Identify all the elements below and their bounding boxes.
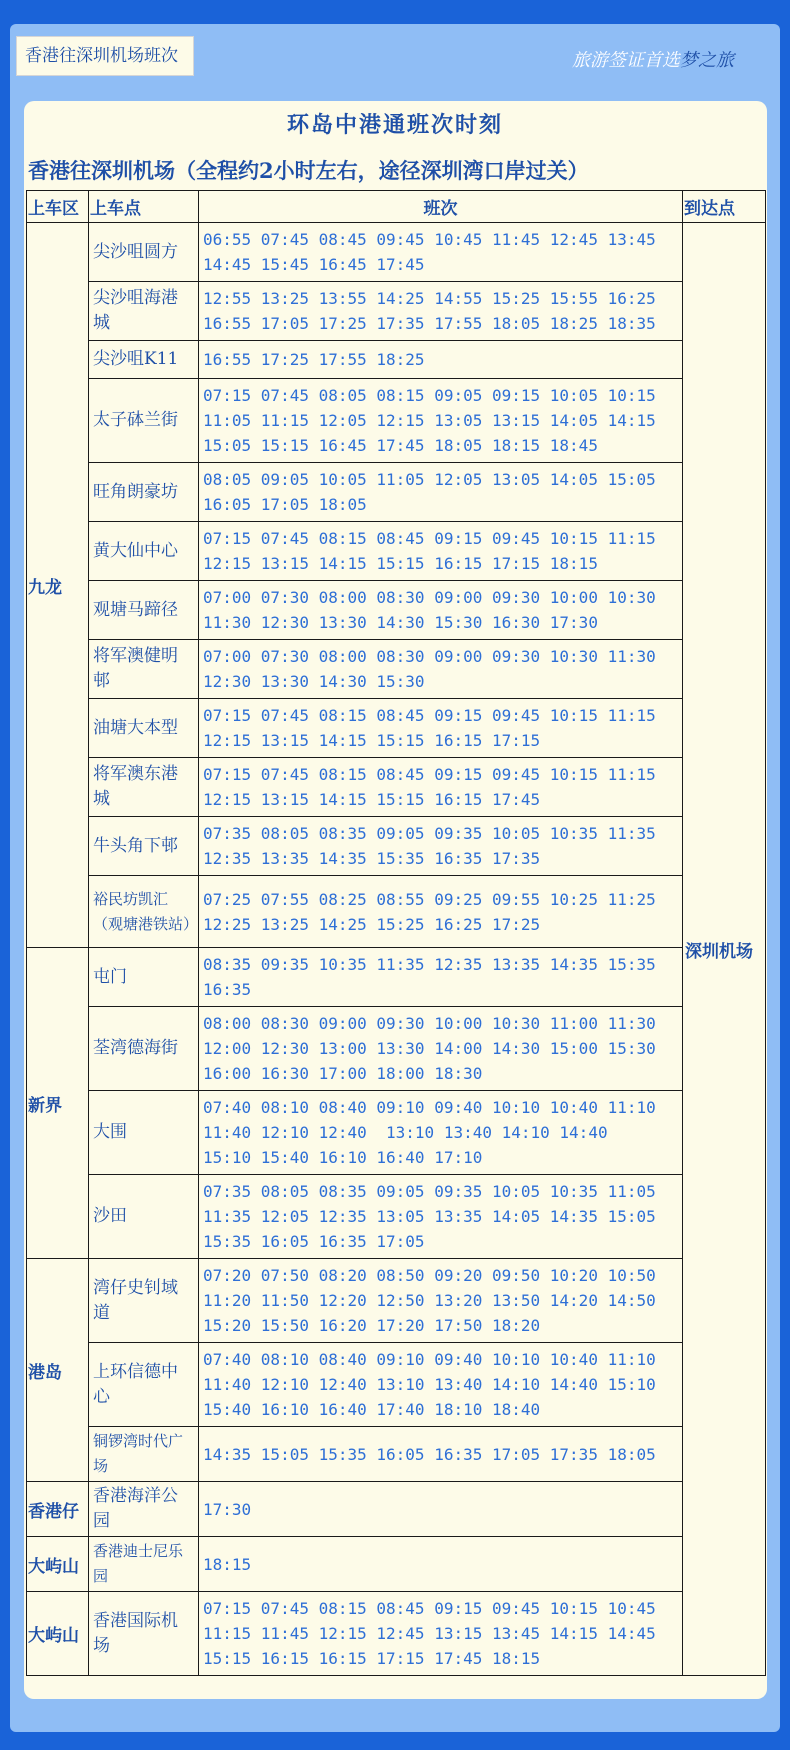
- departure-times-cell: 12:55 13:25 13:55 14:25 14:55 15:25 15:55 16:25 16:55 17:05 17:25 17:35 17:55 18:05 18:25 18:35: [199, 282, 683, 341]
- route-tag: 香港往深圳机场班次: [16, 36, 194, 76]
- table-row: [27, 640, 766, 699]
- column-header-stop: 上车点: [89, 191, 199, 223]
- route-subtitle: 香港往深圳机场（全程约2小时左右，途径深圳湾口岸过关）: [28, 158, 589, 183]
- stop-cell: 屯门: [89, 948, 199, 1007]
- table-row: [27, 581, 766, 640]
- departure-times-cell: 07:00 07:30 08:00 08:30 09:00 09:30 10:00 10:30 11:30 12:30 13:30 14:30 15:30 16:30 17:30: [199, 581, 683, 640]
- stop-cell: 尖沙咀圆方: [89, 223, 199, 282]
- table-row: [27, 1592, 766, 1676]
- stop-cell: 尖沙咀海港城: [89, 282, 199, 341]
- departure-times-cell: 07:15 07:45 08:15 08:45 09:15 09:45 10:15 11:15 12:15 13:15 14:15 15:15 16:15 17:15 18:15: [199, 522, 683, 581]
- schedule-body: [27, 223, 766, 1676]
- schedule-table: [26, 190, 766, 1676]
- stop-cell: 油塘大本型: [89, 699, 199, 758]
- stop-cell: 铜锣湾时代广场: [89, 1427, 199, 1482]
- departure-times-cell: 06:55 07:45 08:45 09:45 10:45 11:45 12:45 13:45 14:45 15:45 16:45 17:45: [199, 223, 683, 282]
- table-row: [27, 1537, 766, 1592]
- table-row: [27, 1007, 766, 1091]
- table-row: [27, 817, 766, 876]
- stop-cell: 太子砵兰街: [89, 379, 199, 463]
- departure-times-cell: 18:15: [199, 1537, 683, 1592]
- departure-times-cell: 07:15 07:45 08:05 08:15 09:05 09:15 10:05 10:15 11:05 11:15 12:05 12:15 13:05 13:15 14:05 14:15 15:05 15:15 16:45 17:45 18:05 18:15 18:45: [199, 379, 683, 463]
- departure-times-cell: 08:35 09:35 10:35 11:35 12:35 13:35 14:35 15:35 16:35: [199, 948, 683, 1007]
- stop-cell: 香港迪士尼乐园: [89, 1537, 199, 1592]
- table-row: [27, 758, 766, 817]
- departure-times-cell: 07:15 07:45 08:15 08:45 09:15 09:45 10:15 11:15 12:15 13:15 14:15 15:15 16:15 17:45: [199, 758, 683, 817]
- brand-name: 梦之旅: [680, 50, 734, 71]
- table-row: [27, 282, 766, 341]
- stop-cell: 黄大仙中心: [89, 522, 199, 581]
- region-cell: 港岛: [27, 1259, 89, 1482]
- departure-times-cell: 07:40 08:10 08:40 09:10 09:40 10:10 10:40 11:10 11:40 12:10 12:40 13:10 13:40 14:10 14:40 15:10 15:40 16:10 16:40 17:40 18:10 18:40: [199, 1343, 683, 1427]
- table-row: [27, 522, 766, 581]
- table-row: [27, 1259, 766, 1343]
- column-header-region: 上车区: [27, 191, 89, 223]
- stop-cell: 将军澳健明邨: [89, 640, 199, 699]
- table-row: [27, 876, 766, 948]
- departure-times-cell: 07:15 07:45 08:15 08:45 09:15 09:45 10:15 10:45 11:15 11:45 12:15 12:45 13:15 13:45 14:15 14:45 15:15 16:15 16:15 17:15 17:45 18:15: [199, 1592, 683, 1676]
- page-title: 环岛中港通班次时刻: [286, 112, 503, 138]
- departure-times-cell: 07:40 08:10 08:40 09:10 09:40 10:10 10:40 11:10 11:40 12:10 12:40 13:10 13:40 14:10 14:40 15:10 15:40 16:10 16:40 17:10: [199, 1091, 683, 1175]
- stop-cell: 旺角朗豪坊: [89, 463, 199, 522]
- table-row: [27, 463, 766, 522]
- column-header-times: 班次: [199, 191, 683, 223]
- region-cell: 大屿山: [27, 1592, 89, 1676]
- stop-cell: 上环信德中心: [89, 1343, 199, 1427]
- stop-cell: 香港国际机场: [89, 1592, 199, 1676]
- destination-cell: 深圳机场: [683, 223, 766, 1676]
- table-row: [27, 948, 766, 1007]
- departure-times-cell: 17:30: [199, 1482, 683, 1537]
- stop-cell: 观塘马蹄径: [89, 581, 199, 640]
- departure-times-cell: 08:00 08:30 09:00 09:30 10:00 10:30 11:00 11:30 12:00 12:30 13:00 13:30 14:00 14:30 15:00 15:30 16:00 16:30 17:00 18:00 18:30: [199, 1007, 683, 1091]
- table-row: [27, 1091, 766, 1175]
- table-row: [27, 1482, 766, 1537]
- table-row: [27, 341, 766, 379]
- table-row: [27, 1427, 766, 1482]
- stop-cell: 裕民坊凯汇（观塘港铁站）: [89, 876, 199, 948]
- departure-times-cell: 08:05 09:05 10:05 11:05 12:05 13:05 14:05 15:05 16:05 17:05 18:05: [199, 463, 683, 522]
- region-cell: 香港仔: [27, 1482, 89, 1537]
- departure-times-cell: 07:15 07:45 08:15 08:45 09:15 09:45 10:15 11:15 12:15 13:15 14:15 15:15 16:15 17:15: [199, 699, 683, 758]
- stop-cell: 大围: [89, 1091, 199, 1175]
- table-row: [27, 1343, 766, 1427]
- table-row: [27, 699, 766, 758]
- stop-cell: 尖沙咀K11: [89, 341, 199, 379]
- table-row: [27, 379, 766, 463]
- region-cell: 新界: [27, 948, 89, 1259]
- column-header-destination: 到达点: [683, 191, 766, 223]
- stop-cell: 香港海洋公园: [89, 1482, 199, 1537]
- departure-times-cell: 07:00 07:30 08:00 08:30 09:00 09:30 10:30 11:30 12:30 13:30 14:30 15:30: [199, 640, 683, 699]
- stop-cell: 将军澳东港城: [89, 758, 199, 817]
- region-cell: 九龙: [27, 223, 89, 948]
- departure-times-cell: 14:35 15:05 15:35 16:05 16:35 17:05 17:35 18:05: [199, 1427, 683, 1482]
- table-row: [27, 1175, 766, 1259]
- departure-times-cell: 07:35 08:05 08:35 09:05 09:35 10:05 10:35 11:35 12:35 13:35 14:35 15:35 16:35 17:35: [199, 817, 683, 876]
- departure-times-cell: 16:55 17:25 17:55 18:25: [199, 341, 683, 379]
- stop-cell: 荃湾德海街: [89, 1007, 199, 1091]
- table-row: [27, 223, 766, 282]
- departure-times-cell: 07:25 07:55 08:25 08:55 09:25 09:55 10:25 11:25 12:25 13:25 14:25 15:25 16:25 17:25: [199, 876, 683, 948]
- stop-cell: 沙田: [89, 1175, 199, 1259]
- slogan-prefix: 旅游签证首选: [572, 50, 680, 71]
- departure-times-cell: 07:35 08:05 08:35 09:05 09:35 10:05 10:35 11:05 11:35 12:05 12:35 13:05 13:35 14:05 14:35 15:05 15:35 16:05 16:35 17:05: [199, 1175, 683, 1259]
- stop-cell: 牛头角下邨: [89, 817, 199, 876]
- region-cell: 大屿山: [27, 1537, 89, 1592]
- table-header-row: [27, 191, 766, 223]
- stop-cell: 湾仔史钊域道: [89, 1259, 199, 1343]
- brand-slogan: [572, 46, 734, 72]
- departure-times-cell: 07:20 07:50 08:20 08:50 09:20 09:50 10:20 10:50 11:20 11:50 12:20 12:50 13:20 13:50 14:20 14:50 15:20 15:50 16:20 17:20 17:50 18:20: [199, 1259, 683, 1343]
